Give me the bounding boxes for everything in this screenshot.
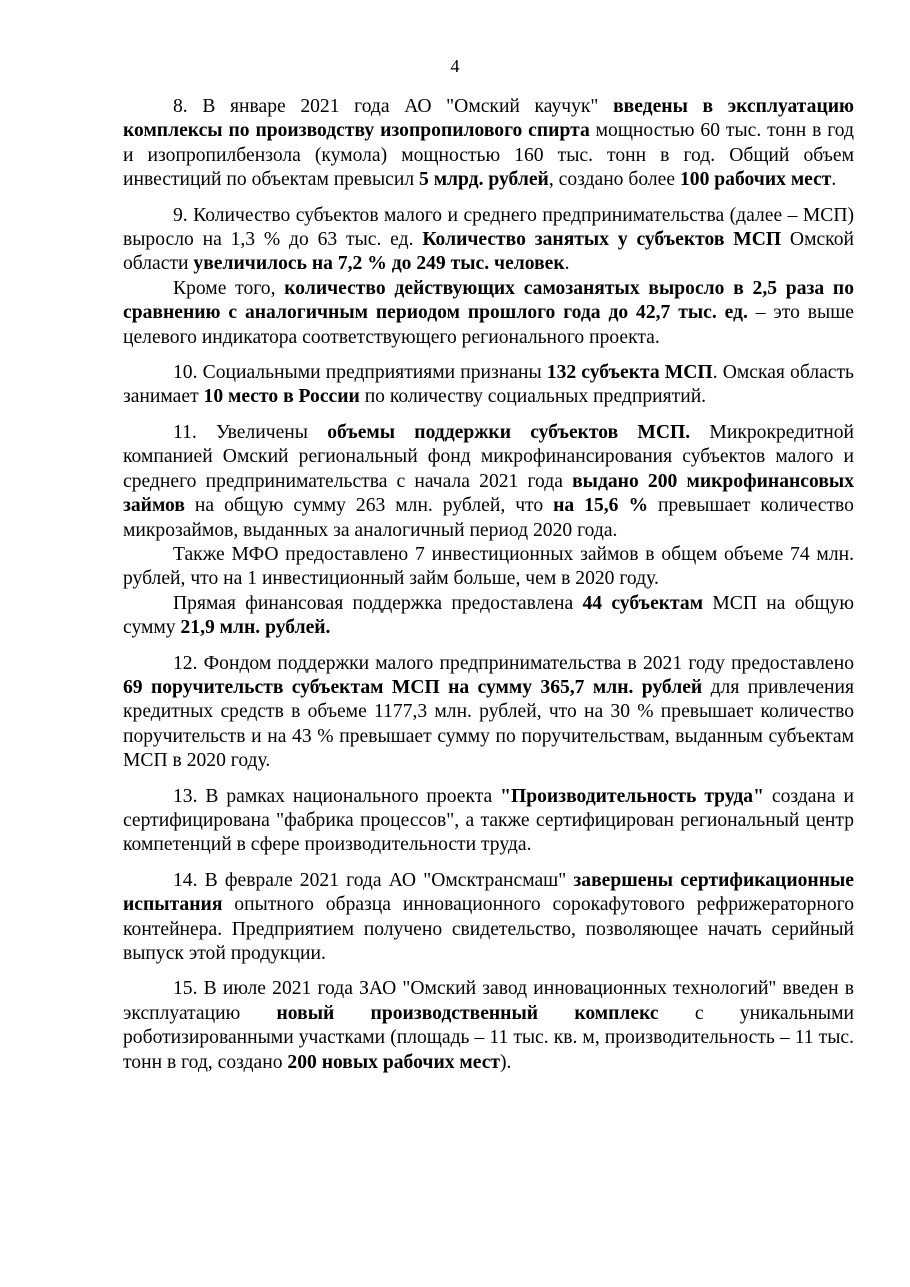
paragraph-p11c — [123, 592, 854, 641]
bold-text: на 15,6 % — [553, 495, 649, 517]
text-span: Прямая финансовая поддержка предоставлена — [173, 592, 583, 614]
bold-text: выдано 200 микрофинансовых займов — [123, 470, 854, 517]
bold-text: Количество занятых у субъектов МСП — [422, 229, 782, 251]
document-body — [123, 95, 854, 1075]
text-span: Кроме того, — [173, 277, 285, 299]
bold-text: 44 субъектам — [582, 592, 704, 614]
bold-text: новый производственный комплекс — [276, 1002, 659, 1024]
bold-text: введены в эксплуатацию комплексы по производству изопропилового спирта — [123, 96, 855, 142]
text-span: ). — [500, 1051, 512, 1073]
text-span: МСП на общую сумму — [123, 592, 855, 639]
text-span: на общую сумму 263 млн. рублей, что — [184, 495, 554, 517]
text-span: Микрокредитной компанией Омский региональный фонд микрофинансирования субъектов малого и среднего предпринимательства с начала 2021 года — [123, 421, 854, 492]
text-span: . — [564, 253, 570, 275]
text-span: с уникальными роботизированными участками (площадь – 11 тыс. кв. м, производительность – 11 тыс. тонн в год, создано — [123, 1002, 854, 1073]
bold-text: количество действующих самозанятых выросло в 2,5 раза по сравнению с аналогичным периодом прошлого года до 42,7 тыс. ед. — [123, 277, 855, 324]
text-span: 10. Социальными предприятиями признаны — [173, 362, 547, 384]
text-span: 14. В феврале 2021 года АО "Омсктрансмаш" — [173, 869, 574, 891]
text-span: Также МФО предоставлено 7 инвестиционных займов в общем объеме 74 млн. рублей, что на 1 инвестиционный займ больше, чем в 2020 году. — [123, 543, 854, 590]
text-span: 15. В июле 2021 года ЗАО "Омский завод инновационных технологий" введен в эксплуатацию — [123, 978, 854, 1024]
bold-text: 69 поручительств субъектам МСП на сумму 365,7 млн. рублей — [123, 676, 703, 698]
bold-text: 5 млрд. рублей — [419, 169, 549, 191]
paragraph-p15 — [123, 977, 854, 1075]
text-span: 8. В январе 2021 года АО "Омский каучук" — [173, 96, 614, 117]
text-span: 9. Количество субъектов малого и среднего предпринимательства (далее – МСП) выросло на 1,3 % до 63 тыс. ед. — [123, 204, 854, 251]
text-span: для привлечения кредитных средств в объеме 1177,3 млн. рублей, что на 30 % превышает количество поручительств и на 43 % превышает сумму по поручительствам, выданным субъектам МСП в 2020 году. — [123, 676, 855, 772]
page-number: 4 — [450, 56, 460, 76]
text-span: . Омская область занимает — [123, 362, 854, 408]
text-span: создана и сертифицирована "фабрика процессов", а также сертифицирован региональный центр компетенций в сфере производительности труда. — [123, 785, 854, 856]
paragraph-p9 — [123, 204, 854, 277]
bold-text: 200 новых рабочих мест — [287, 1051, 501, 1073]
bold-text: 10 место в России — [203, 386, 360, 408]
text-span: 11. Увеличены — [173, 421, 328, 443]
paragraph-p8 — [123, 95, 854, 193]
paragraph-p10 — [123, 361, 854, 410]
bold-text: "Производительность труда" — [500, 785, 764, 807]
text-span: 12. Фондом поддержки малого предпринимательства в 2021 году предоставлено — [173, 652, 854, 674]
text-span: , создано более — [548, 169, 680, 191]
text-span: опытного образца инновационного сорокафутового рефрижераторного контейнера. Предприятием получено свидетельство, позволяющее начать серийный выпуск этой продукции. — [123, 894, 854, 964]
bold-text: завершены сертификационные испытания — [123, 869, 855, 916]
text-span: по количеству социальных предприятий. — [359, 386, 707, 408]
bold-text: 100 рабочих мест — [679, 169, 832, 191]
paragraph-p11b — [123, 543, 854, 592]
text-span: 13. В рамках национального проекта — [173, 785, 501, 807]
text-span: – это выше целевого индикатора соответствующего регионального проекта. — [123, 302, 854, 348]
text-span: . — [831, 169, 837, 191]
text-span: мощностью 60 тыс. тонн в год и изопропилбензола (кумола) мощностью 160 тыс. тонн в год. Общий объем инвестиций по объектам превысил — [123, 120, 854, 191]
paragraph-p9b — [123, 277, 854, 350]
bold-text: объемы поддержки субъектов МСП. — [327, 421, 691, 443]
paragraph-p12 — [123, 652, 854, 774]
bold-text: 132 субъекта МСП — [546, 362, 713, 384]
text-span: Омской области — [123, 229, 854, 275]
bold-text: 21,9 млн. рублей. — [180, 617, 331, 639]
paragraph-p11 — [123, 421, 854, 543]
bold-text: увеличилось на 7,2 % до 249 тыс. человек — [193, 253, 565, 275]
text-span: превышает количество микрозаймов, выданных за аналогичный период 2020 года. — [123, 495, 854, 541]
paragraph-p13 — [123, 785, 854, 858]
paragraph-p14 — [123, 869, 854, 967]
